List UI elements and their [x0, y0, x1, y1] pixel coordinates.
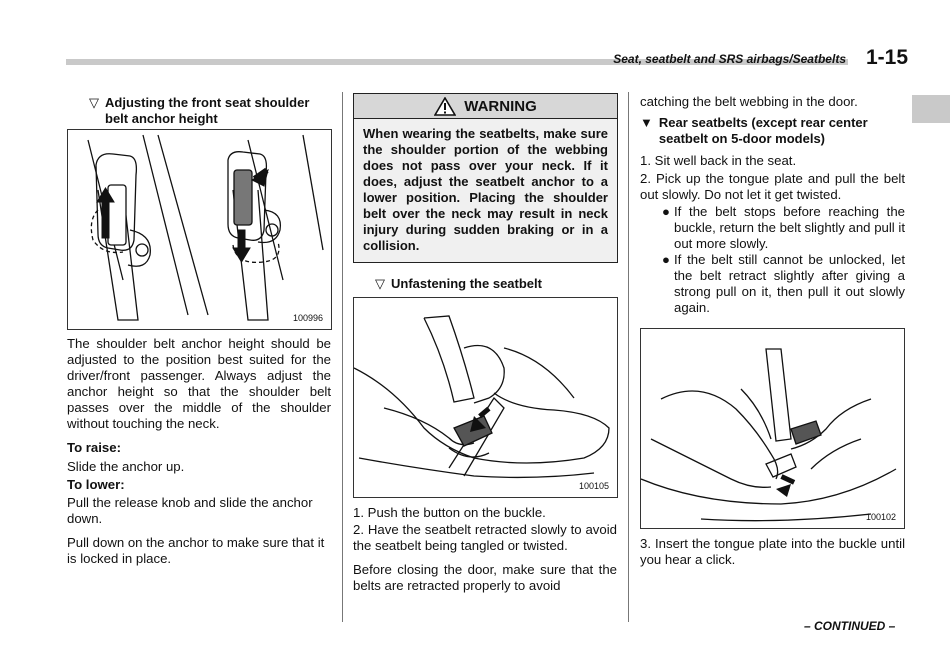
paragraph-door: Before closing the door, make sure that the belts are retracted properly to avoid [353, 562, 617, 593]
insert-tongue-illustration [641, 329, 904, 528]
column-3-step3 [640, 536, 905, 568]
heading-marker: ▼ [640, 115, 653, 130]
section-heading [375, 276, 616, 292]
running-header-title: Seat, seatbelt and SRS airbags/Seatbelts [613, 52, 846, 66]
paragraph-anchor-height: The shoulder belt anchor height should be adjusted to the position best suited for the driver/front passenger. Always adjust the anchor height so that the shoulder belt passes over the middle of the shoulder without touching the neck. [67, 336, 331, 431]
column-divider-2 [628, 92, 629, 622]
figure-number: 100102 [865, 512, 896, 522]
column-3-body [640, 94, 905, 316]
bullet-text: If the belt still cannot be unlocked, let the belt retract slightly after giving a strong pull on it, then pull it out slowly again. [674, 252, 905, 315]
heading-marker: ▽ [89, 95, 99, 110]
column-1-body [67, 336, 331, 567]
column-2-body [353, 505, 617, 594]
step-3: 3. Insert the tongue plate into the buckle until you hear a click. [640, 536, 905, 567]
column-2-heading [353, 276, 616, 292]
figure-insert-tongue [640, 328, 905, 529]
continued-footer: – CONTINUED – [804, 619, 896, 633]
bullet-2 [662, 252, 905, 316]
page-number: 1-15 [866, 46, 909, 69]
step-1: 1. Push the button on the buckle. [353, 505, 546, 520]
figure-number: 100105 [578, 481, 609, 491]
figure-unfasten [353, 297, 618, 498]
heading-text: Adjusting the front seat shoulder belt anchor height [105, 95, 310, 126]
step-2: 2. Pick up the tongue plate and pull the belt out slowly. Do not let it get twisted. [640, 171, 905, 202]
lower-text: Pull the release knob and slide the anchor down. [67, 495, 313, 526]
column-divider-1 [342, 92, 343, 622]
step-1: 1. Sit well back in the seat. [640, 153, 797, 168]
warning-text: When wearing the seatbelts, make sure the shoulder portion of the webbing does not pass over your neck. If it does, adjust the seatbelt anchor to a lower position. Placing the shoulder belt over the neck may result in neck injury during sudden braking or in a collision. [363, 126, 608, 253]
lower-label: To lower: [67, 477, 125, 492]
bullet-dot: ● [662, 252, 670, 267]
figure-number: 100996 [292, 313, 323, 323]
heading-text: Rear seatbelts (except rear center seatbelt on 5-door models) [658, 115, 868, 146]
warning-title: WARNING [464, 97, 537, 115]
step-2: 2. Have the seatbelt retracted slowly to avoid the seatbelt being tangled or twisted. [353, 522, 617, 553]
heading-text: Unfastening the seatbelt [391, 276, 542, 291]
chapter-tab [912, 95, 950, 123]
bullet-text: If the belt stops before reaching the buckle, return the belt slightly and pull it out more slowly. [674, 204, 905, 251]
raise-label: To raise: [67, 440, 121, 455]
column-1 [67, 95, 331, 127]
figure-anchor-height [67, 129, 332, 330]
unfasten-illustration [354, 298, 617, 497]
section-heading [89, 95, 331, 127]
heading-marker: ▽ [375, 276, 385, 291]
warning-header [354, 94, 617, 119]
warning-box [353, 93, 618, 263]
continued-text: catching the belt webbing in the door. [640, 94, 858, 109]
bullet-1 [662, 204, 905, 252]
warning-triangle-icon [434, 97, 456, 116]
bullet-dot: ● [662, 204, 670, 219]
raise-text: Slide the anchor up. [67, 459, 185, 474]
anchor-illustration [68, 130, 331, 329]
paragraph-lock-check: Pull down on the anchor to make sure that it is locked in place. [67, 535, 325, 566]
section-heading [640, 115, 905, 147]
